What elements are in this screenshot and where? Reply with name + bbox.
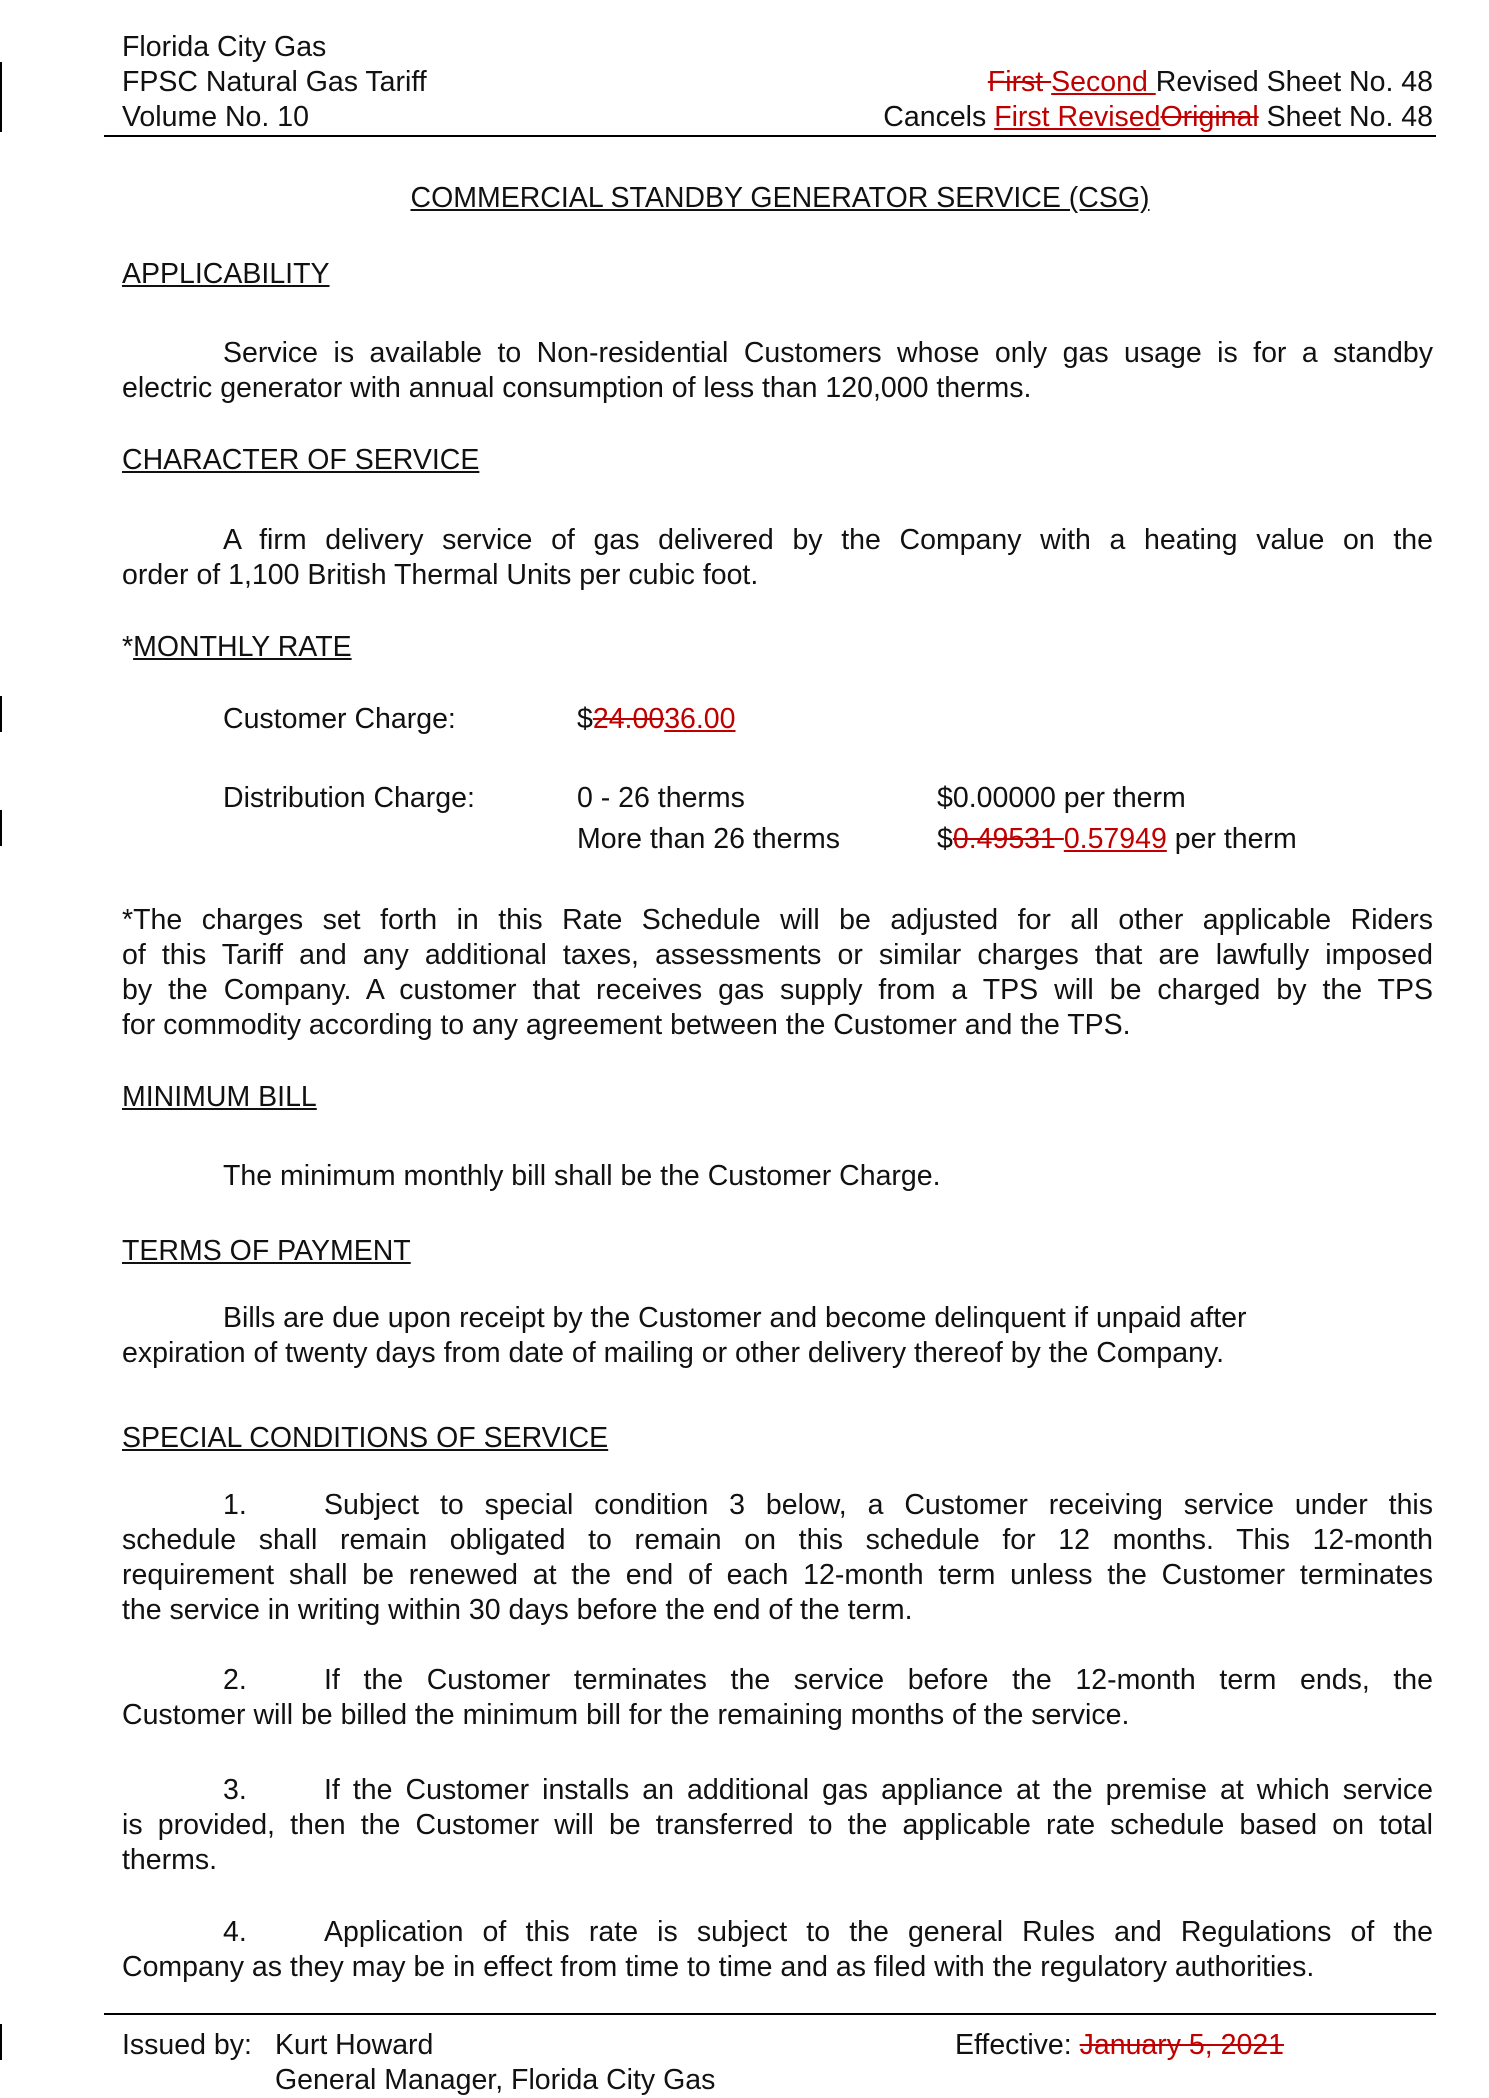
effective-deleted-date: January 5, 2021 bbox=[1079, 2029, 1285, 2061]
monthly-rate-asterisk: * bbox=[122, 631, 134, 663]
footnote-line-4: for commodity according to any agreement between the Customer and the TPS. bbox=[122, 1009, 1131, 1041]
applicability-line-2: electric generator with annual consumption of less than 120,000 therms. bbox=[122, 372, 1032, 404]
condition-1-number: 1. bbox=[223, 1489, 247, 1521]
condition-3-first: If the Customer installs an additional gas appliance at the premise at which service bbox=[324, 1774, 1433, 1806]
applicability-text bbox=[122, 336, 1433, 406]
condition-1-first-line bbox=[122, 1488, 1433, 1523]
special-condition-3 bbox=[122, 1773, 1433, 1878]
condition-4-first-line bbox=[122, 1915, 1433, 1950]
sheet-deleted-text: First bbox=[987, 66, 1052, 98]
revision-bar-footer bbox=[0, 2024, 2, 2060]
distribution-charge-label: Distribution Charge: bbox=[223, 782, 475, 814]
cancels-deleted-text: Original bbox=[1160, 101, 1259, 133]
footnote-line-1: *The charges set forth in this Rate Schedule will be adjusted for all other applicable Riders bbox=[122, 904, 1433, 936]
header-rule bbox=[104, 135, 1436, 137]
sheet-rest-text: Revised Sheet No. 48 bbox=[1155, 66, 1433, 98]
condition-3-last: therms. bbox=[122, 1844, 218, 1876]
tariff-name: FPSC Natural Gas Tariff bbox=[122, 66, 427, 98]
cancels-inserted-text: First Revised bbox=[994, 101, 1161, 133]
special-condition-2 bbox=[122, 1663, 1433, 1733]
condition-1-last: the service in writing within 30 days before the end of the term. bbox=[122, 1594, 913, 1626]
applicability-heading: APPLICABILITY bbox=[122, 258, 330, 290]
minimum-bill-text: The minimum monthly bill shall be the Customer Charge. bbox=[223, 1160, 941, 1192]
tier2-range: More than 26 therms bbox=[577, 823, 840, 855]
customer-charge-value bbox=[577, 702, 736, 737]
company-name: Florida City Gas bbox=[122, 31, 327, 63]
monthly-rate-heading bbox=[122, 630, 352, 665]
header-left bbox=[122, 30, 427, 135]
volume-number: Volume No. 10 bbox=[122, 101, 309, 133]
footnote-line-3: by the Company. A customer that receives gas supply from a TPS will be charged by the TPS bbox=[122, 974, 1433, 1006]
cancels-rest-text: Sheet No. 48 bbox=[1258, 101, 1433, 133]
tier1-rate: $0.00000 per therm bbox=[937, 782, 1186, 814]
tier2-dollar: $ bbox=[937, 823, 953, 855]
condition-1-first: Subject to special condition 3 below, a Customer receiving service under this bbox=[324, 1489, 1433, 1521]
tier1-range: 0 - 26 therms bbox=[577, 782, 745, 814]
issued-by-label: Issued by: bbox=[122, 2029, 252, 2061]
applicability-line-1: Service is available to Non-residential Customers whose only gas usage is for a standby bbox=[223, 337, 1433, 369]
terms-text bbox=[122, 1301, 1433, 1371]
customer-charge-label: Customer Charge: bbox=[223, 703, 456, 735]
condition-3-line-2: is provided, then the Customer will be transferred to the applicable rate schedule based on total bbox=[122, 1809, 1433, 1841]
footer-rule bbox=[104, 2013, 1436, 2015]
terms-line-1: Bills are due upon receipt by the Customer and become delinquent if unpaid after bbox=[223, 1302, 1247, 1334]
effective-label: Effective: bbox=[955, 2029, 1080, 2061]
monthly-rate-heading-text: MONTHLY RATE bbox=[133, 631, 352, 663]
condition-4-number: 4. bbox=[223, 1916, 247, 1948]
cancels-line bbox=[733, 100, 1433, 135]
condition-2-last: Customer will be billed the minimum bill for the remaining months of the service. bbox=[122, 1699, 1130, 1731]
special-condition-1 bbox=[122, 1488, 1433, 1628]
condition-2-number: 2. bbox=[223, 1664, 247, 1696]
condition-4-last: Company as they may be in effect from time to time and as filed with the regulatory authorities. bbox=[122, 1951, 1315, 1983]
revision-bar-distribution bbox=[0, 810, 2, 846]
cancels-prefix: Cancels bbox=[883, 101, 995, 133]
customer-charge-deleted: 24.00 bbox=[592, 703, 665, 735]
effective-date bbox=[955, 2028, 1284, 2063]
tier2-rate bbox=[937, 822, 1297, 857]
special-conditions-heading: SPECIAL CONDITIONS OF SERVICE bbox=[122, 1422, 609, 1454]
issued-by-title: General Manager, Florida City Gas bbox=[275, 2064, 716, 2096]
footnote-line-2: of this Tariff and any additional taxes, assessments or similar charges that are lawfully imposed bbox=[122, 939, 1433, 971]
minimum-bill-heading: MINIMUM BILL bbox=[122, 1081, 317, 1113]
condition-2-first: If the Customer terminates the service before the 12-month term ends, the bbox=[324, 1664, 1433, 1696]
sheet-inserted-text: Second bbox=[1051, 66, 1156, 98]
character-heading: CHARACTER OF SERVICE bbox=[122, 444, 480, 476]
tier2-inserted: 0.57949 bbox=[1063, 823, 1167, 855]
special-condition-4 bbox=[122, 1915, 1433, 1985]
character-line-1: A firm delivery service of gas delivered by the Company with a heating value on the bbox=[223, 524, 1433, 556]
page-title: COMMERCIAL STANDBY GENERATOR SERVICE (CSG) bbox=[410, 182, 1150, 214]
issued-by-name: Kurt Howard bbox=[275, 2029, 434, 2061]
terms-line-2: expiration of twenty days from date of mailing or other delivery thereof by the Company. bbox=[122, 1337, 1225, 1369]
tier2-suffix: per therm bbox=[1166, 823, 1297, 855]
revision-bar-customer-charge bbox=[0, 696, 2, 732]
condition-1-line-3: requirement shall be renewed at the end of each 12-month term unless the Customer terminates bbox=[122, 1559, 1433, 1591]
character-text bbox=[122, 523, 1433, 593]
tier2-deleted: 0.49531 bbox=[952, 823, 1064, 855]
customer-charge-dollar: $ bbox=[577, 703, 593, 735]
revision-bar-header bbox=[0, 62, 2, 132]
condition-3-first-line bbox=[122, 1773, 1433, 1808]
customer-charge-inserted: 36.00 bbox=[664, 703, 736, 735]
condition-4-first: Application of this rate is subject to the general Rules and Regulations of the bbox=[324, 1916, 1433, 1948]
condition-3-number: 3. bbox=[223, 1774, 247, 1806]
condition-2-first-line bbox=[122, 1663, 1433, 1698]
rate-footnote bbox=[122, 903, 1433, 1043]
sheet-number bbox=[733, 65, 1433, 100]
terms-heading: TERMS OF PAYMENT bbox=[122, 1235, 411, 1267]
character-line-2: order of 1,100 British Thermal Units per cubic foot. bbox=[122, 559, 759, 591]
condition-1-line-2: schedule shall remain obligated to remain on this schedule for 12 months. This 12-month bbox=[122, 1524, 1433, 1556]
header-right bbox=[733, 65, 1433, 135]
